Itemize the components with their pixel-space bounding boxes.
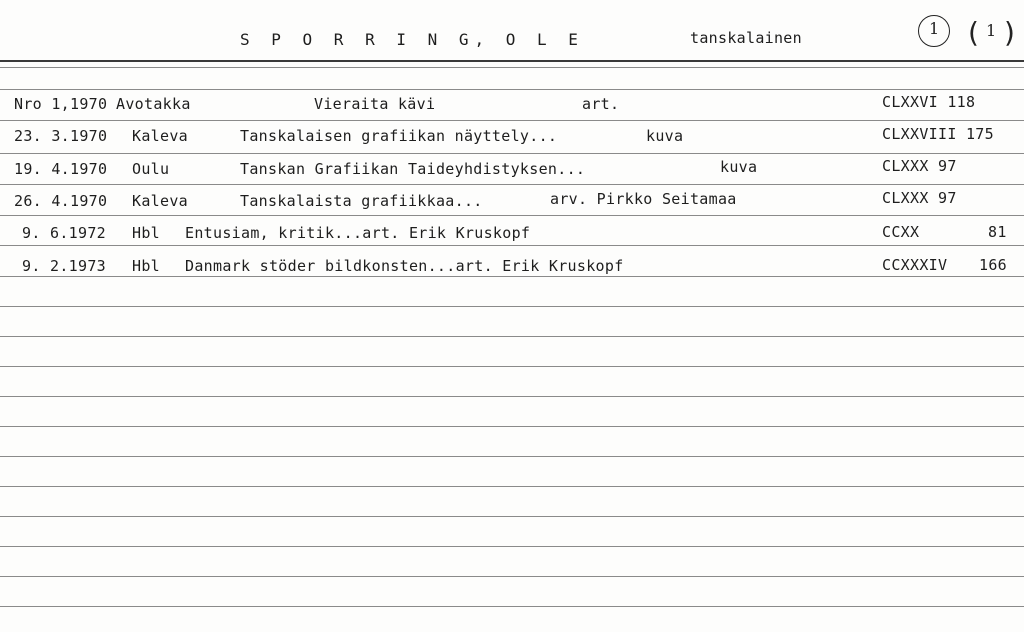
entry-date: 23. 3.1970: [14, 127, 108, 145]
artist-name: S P O R R I N G, O L E: [240, 30, 584, 49]
entry-paper: Avotakka: [116, 95, 191, 113]
entry-type: kuva: [646, 127, 684, 145]
entry-ref: CCXXXIV: [882, 256, 948, 274]
ruled-line: [0, 366, 1024, 367]
ruled-line: [0, 120, 1024, 121]
entry-ref: CLXXX 97: [882, 157, 957, 175]
entry-type: arv. Pirkko Seitamaa: [550, 190, 737, 208]
close-paren-icon: ): [1004, 16, 1015, 49]
ruled-line: [0, 245, 1024, 246]
mark-number-2: 1: [986, 21, 997, 40]
ruled-line: [0, 276, 1024, 277]
entry-ref: CCXX: [882, 223, 920, 241]
entry-type: art.: [582, 95, 620, 113]
header-rule: [0, 60, 1024, 62]
ruled-line: [0, 184, 1024, 185]
entry-page: 166: [979, 256, 1007, 274]
entry-date: 26. 4.1970: [14, 192, 108, 210]
ruled-line: [0, 306, 1024, 307]
entry-ref: CLXXX 97: [882, 189, 957, 207]
entry-date: 9. 2.1973: [22, 257, 106, 275]
entry-date: Nro 1,1970: [14, 95, 108, 113]
ruled-line: [0, 426, 1024, 427]
entry-type: kuva: [720, 158, 758, 176]
ruled-line: [0, 153, 1024, 154]
entry-paper: Hbl: [132, 257, 160, 275]
ruled-line: [0, 606, 1024, 607]
nationality-label: tanskalainen: [690, 29, 802, 47]
open-paren-icon: (: [968, 16, 979, 49]
entry-title: Tanskalaista grafiikkaa...: [240, 192, 483, 210]
ruled-line: [0, 516, 1024, 517]
ruled-line: [0, 89, 1024, 90]
handwritten-marks: [916, 8, 1022, 48]
ruled-line: [0, 67, 1024, 68]
ruled-line: [0, 546, 1024, 547]
ruled-line: [0, 215, 1024, 216]
entry-paper: Oulu: [132, 160, 170, 178]
entry-title: Danmark stöder bildkonsten...art. Erik Kruskopf: [185, 257, 624, 275]
ruled-line: [0, 396, 1024, 397]
entry-date: 19. 4.1970: [14, 160, 108, 178]
entry-ref: CLXXVIII 175: [882, 125, 994, 143]
entry-paper: Kaleva: [132, 192, 188, 210]
entry-title: Tanskan Grafiikan Taideyhdistyksen...: [240, 160, 586, 178]
entry-title: Vieraita kävi: [314, 95, 436, 113]
entry-paper: Kaleva: [132, 127, 188, 145]
ruled-line: [0, 456, 1024, 457]
entry-date: 9. 6.1972: [22, 224, 106, 242]
entry-paper: Hbl: [132, 224, 160, 242]
entry-title: Tanskalaisen grafiikan näyttely...: [240, 127, 558, 145]
mark-number-1: 1: [929, 19, 940, 38]
ruled-line: [0, 336, 1024, 337]
ruled-line: [0, 486, 1024, 487]
entry-page: 81: [988, 223, 1007, 241]
entry-title: Entusiam, kritik...art. Erik Kruskopf: [185, 224, 531, 242]
ruled-line: [0, 576, 1024, 577]
entry-ref: CLXXVI 118: [882, 93, 976, 111]
